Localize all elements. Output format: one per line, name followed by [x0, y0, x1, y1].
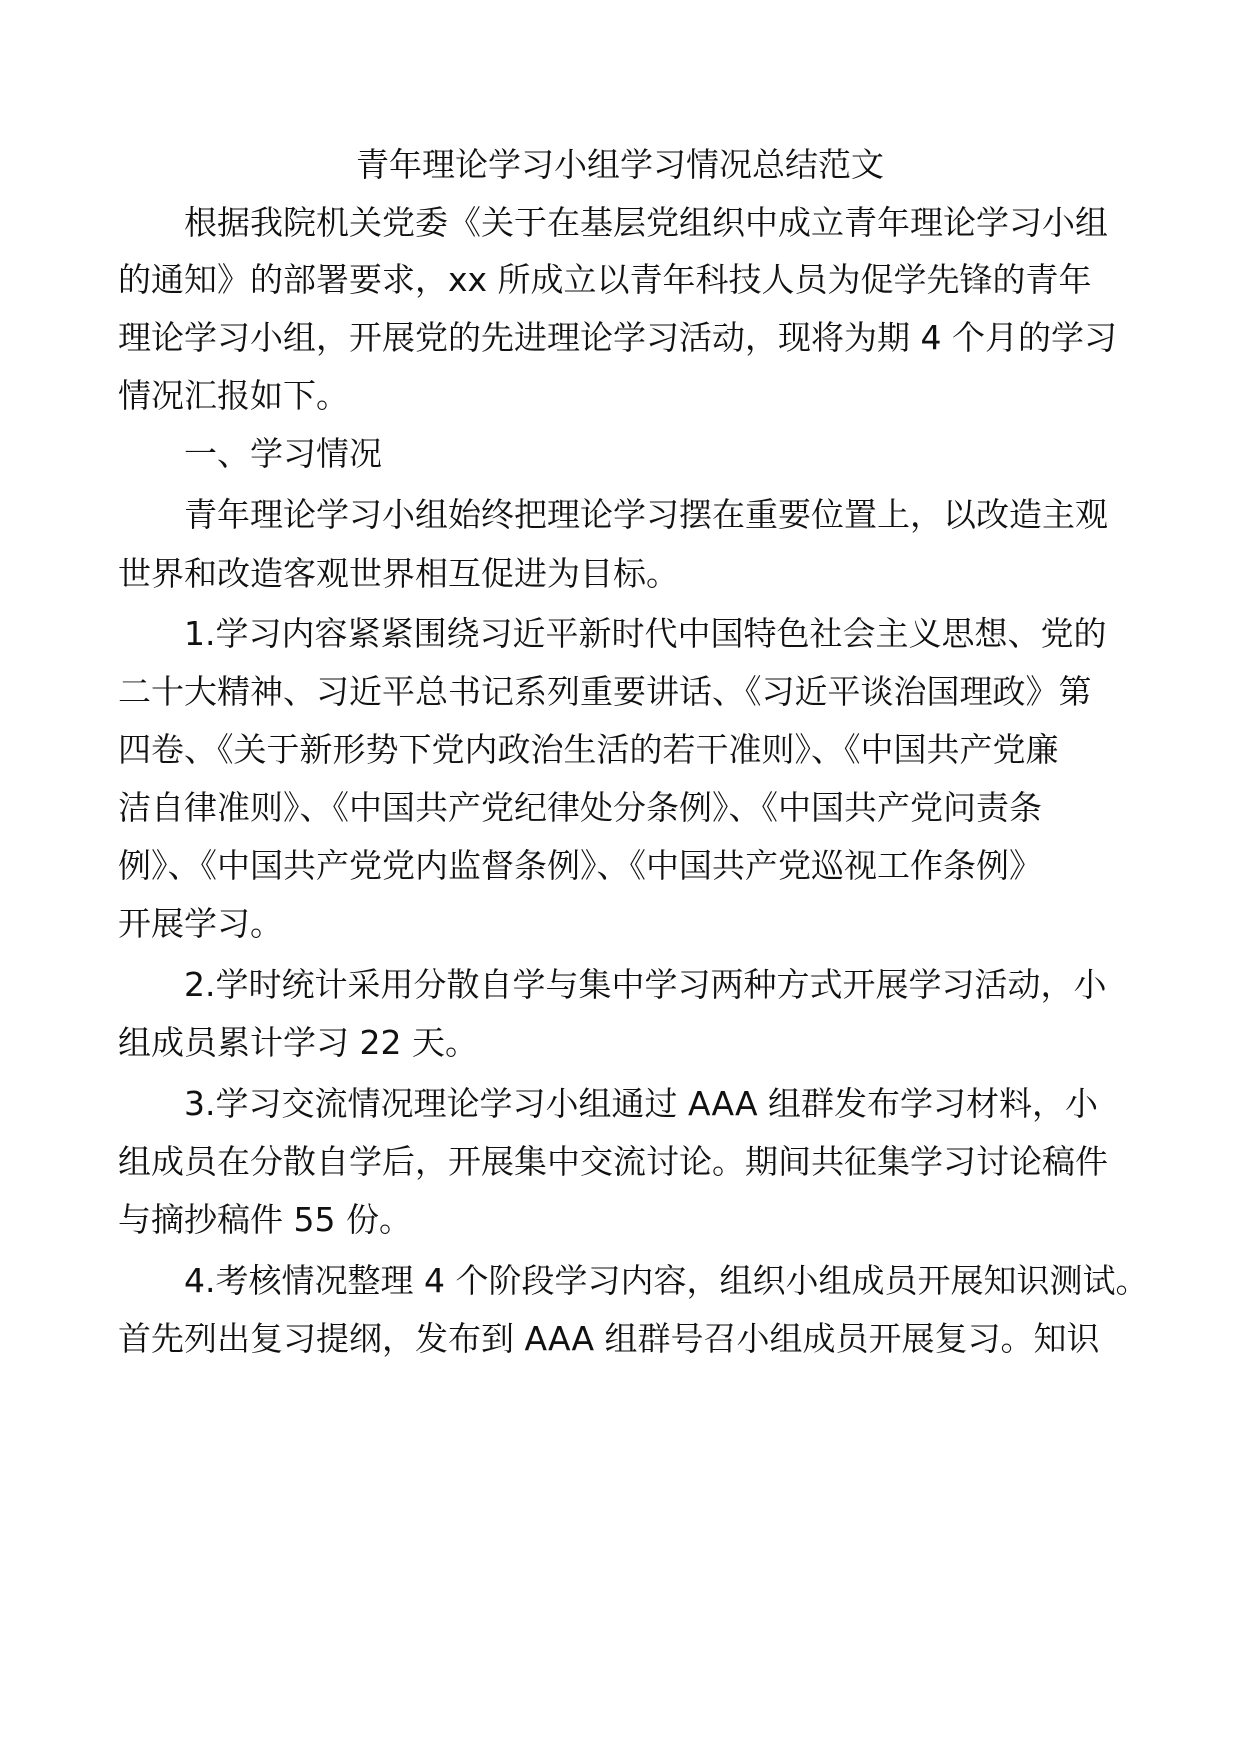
item-3-line-3: 与摘抄稿件 55 份。	[118, 1200, 412, 1239]
paragraph-intro-line-3: 理论学习小组，开展党的先进理论学习活动，现将为期 4 个月的学习	[118, 318, 1117, 357]
item-4-line-1: 4.考核情况整理 4 个阶段学习内容，组织小组成员开展知识测试。	[184, 1261, 1149, 1300]
item-3-line-2: 组成员在分散自学后，开展集中交流讨论。期间共征集学习讨论稿件	[118, 1142, 1108, 1181]
item-2-line-2: 组成员累计学习 22 天。	[118, 1023, 478, 1062]
item-1-line-1: 1.学习内容紧紧围绕习近平新时代中国特色社会主义思想、党的	[184, 614, 1107, 653]
paragraph-goal-line-2: 世界和改造客观世界相互促进为目标。	[118, 554, 679, 593]
item-1-line-6: 开展学习。	[118, 904, 283, 943]
paragraph-intro-line-2: 的通知》的部署要求，xx 所成立以青年科技人员为促学先锋的青年	[118, 260, 1092, 299]
item-3-line-1: 3.学习交流情况理论学习小组通过 AAA 组群发布学习材料，小	[184, 1084, 1099, 1123]
item-4-line-2: 首先列出复习提纲，发布到 AAA 组群号召小组成员开展复习。知识	[118, 1319, 1100, 1358]
item-1-line-5: 例》、《中国共产党党内监督条例》、《中国共产党巡视工作条例》	[118, 846, 1042, 885]
document-title: 青年理论学习小组学习情况总结范文	[356, 145, 884, 184]
item-2-line-1: 2.学时统计采用分散自学与集中学习两种方式开展学习活动，小	[184, 965, 1107, 1004]
item-1-line-2: 二十大精神、习近平总书记系列重要讲话、《习近平谈治国理政》第	[118, 672, 1092, 711]
item-1-line-3: 四卷、《关于新形势下党内政治生活的若干准则》、《中国共产党廉	[118, 730, 1059, 769]
paragraph-intro-line-1: 根据我院机关党委《关于在基层党组织中成立青年理论学习小组	[184, 203, 1108, 242]
paragraph-intro-line-4: 情况汇报如下。	[118, 376, 349, 415]
item-1-line-4: 洁自律准则》、《中国共产党纪律处分条例》、《中国共产党问责条	[118, 788, 1042, 827]
paragraph-goal-line-1: 青年理论学习小组始终把理论学习摆在重要位置上，以改造主观	[184, 495, 1108, 534]
section-heading-study-status: 一、学习情况	[184, 434, 382, 473]
